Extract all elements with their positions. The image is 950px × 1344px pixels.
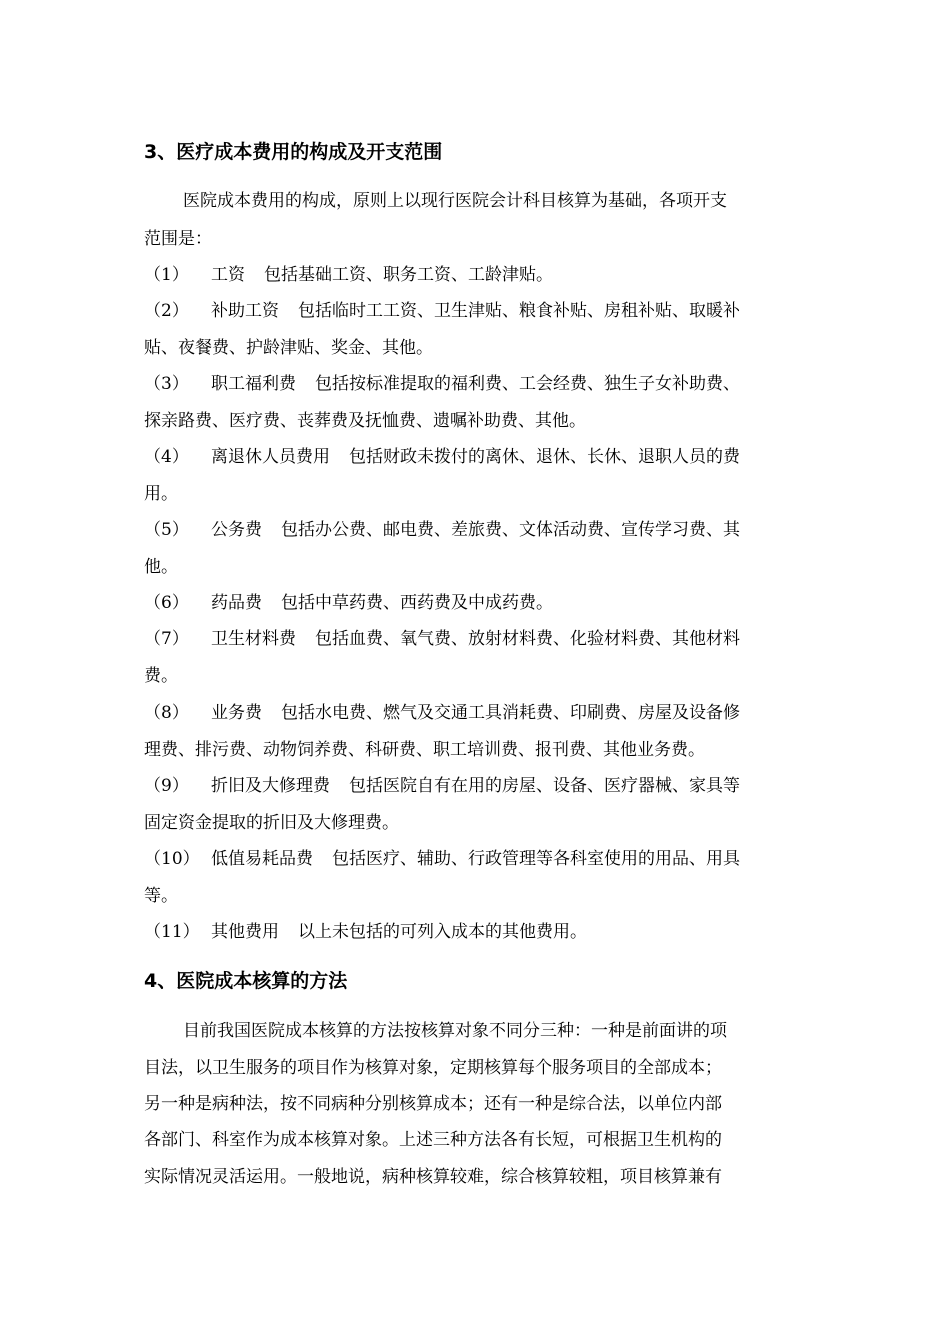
- list-item-8: [144, 701, 740, 725]
- item-term: 公务费: [211, 520, 262, 540]
- list-item-8-continuation: 理费、排污费、动物饲养费、科研费、职工培训费、报刊费、其他业务费。: [144, 740, 705, 760]
- item-number: （1）: [144, 265, 189, 285]
- item-term: 折旧及大修理费: [211, 776, 330, 796]
- list-item-2-continuation: 贴、夜餐费、护龄津贴、奖金、其他。: [144, 338, 433, 358]
- item-number: （11）: [144, 922, 200, 942]
- list-item-6: [144, 591, 553, 615]
- list-item-3-continuation: 探亲路费、医疗费、丧葬费及抚恤费、遗嘱补助费、其他。: [144, 411, 586, 431]
- list-item-9-continuation: 固定资金提取的折旧及大修理费。: [144, 813, 399, 833]
- section-4-paragraph-line-5: 实际情况灵活运用。一般地说，病种核算较难，综合核算较粗，项目核算兼有: [144, 1167, 722, 1187]
- item-term: 补助工资: [211, 301, 279, 321]
- list-item-1: [144, 263, 553, 287]
- item-number: （9）: [144, 776, 189, 796]
- item-description: 包括财政未拨付的离休、退休、长休、退职人员的费: [349, 447, 740, 467]
- list-item-2: [144, 299, 740, 323]
- item-description: 包括血费、氧气费、放射材料费、化验材料费、其他材料: [315, 629, 740, 649]
- item-term: 职工福利费: [211, 374, 296, 394]
- item-term: 离退休人员费用: [211, 447, 330, 467]
- list-item-9: [144, 774, 740, 798]
- item-number: （5）: [144, 520, 189, 540]
- list-item-10: [144, 847, 740, 871]
- item-number: （2）: [144, 301, 189, 321]
- list-item-10-continuation: 等。: [144, 886, 178, 906]
- section-4-paragraph-line-1: 目前我国医院成本核算的方法按核算对象不同分三种：一种是前面讲的项: [183, 1021, 727, 1041]
- list-item-5: [144, 518, 740, 542]
- item-description: 包括按标准提取的福利费、工会经费、独生子女补助费、: [315, 374, 740, 394]
- item-number: （8）: [144, 703, 189, 723]
- item-number: （3）: [144, 374, 189, 394]
- item-description: 包括基础工资、职务工资、工龄津贴。: [264, 265, 553, 285]
- item-term: 药品费: [211, 593, 262, 613]
- section-3-intro-line-2: 范围是：: [144, 229, 212, 249]
- item-description: 包括水电费、燃气及交通工具消耗费、印刷费、房屋及设备修: [281, 703, 740, 723]
- item-description: 包括医疗、辅助、行政管理等各科室使用的用品、用具: [332, 849, 740, 869]
- list-item-7: [144, 627, 740, 651]
- list-item-4-continuation: 用。: [144, 484, 178, 504]
- item-number: （6）: [144, 593, 189, 613]
- section-4-paragraph-line-4: 各部门、科室作为成本核算对象。上述三种方法各有长短，可根据卫生机构的: [144, 1130, 722, 1150]
- list-item-5-continuation: 他。: [144, 557, 178, 577]
- list-item-11: [144, 920, 587, 944]
- section-3-heading: 3、医疗成本费用的构成及开支范围: [144, 141, 443, 163]
- item-term: 业务费: [211, 703, 262, 723]
- section-4-paragraph-line-3: 另一种是病种法，按不同病种分别核算成本；还有一种是综合法，以单位内部: [144, 1094, 722, 1114]
- list-item-3: [144, 372, 740, 396]
- list-item-7-continuation: 费。: [144, 666, 178, 686]
- item-number: （10）: [144, 849, 200, 869]
- item-description: 包括临时工工资、卫生津贴、粮食补贴、房租补贴、取暖补: [298, 301, 740, 321]
- item-term: 其他费用: [211, 922, 279, 942]
- item-number: （4）: [144, 447, 189, 467]
- item-term: 工资: [211, 265, 245, 285]
- section-3-intro-line-1: 医院成本费用的构成，原则上以现行医院会计科目核算为基础，各项开支: [183, 191, 727, 211]
- item-description: 包括办公费、邮电费、差旅费、文体活动费、宣传学习费、其: [281, 520, 740, 540]
- item-description: 包括中草药费、西药费及中成药费。: [281, 593, 553, 613]
- item-description: 包括医院自有在用的房屋、设备、医疗器械、家具等: [349, 776, 740, 796]
- item-term: 低值易耗品费: [211, 849, 313, 869]
- section-4-paragraph-line-2: 目法，以卫生服务的项目作为核算对象，定期核算每个服务项目的全部成本；: [144, 1058, 722, 1078]
- item-description: 以上未包括的可列入成本的其他费用。: [298, 922, 587, 942]
- item-term: 卫生材料费: [211, 629, 296, 649]
- item-number: （7）: [144, 629, 189, 649]
- list-item-4: [144, 445, 740, 469]
- section-4-heading: 4、医院成本核算的方法: [144, 970, 348, 992]
